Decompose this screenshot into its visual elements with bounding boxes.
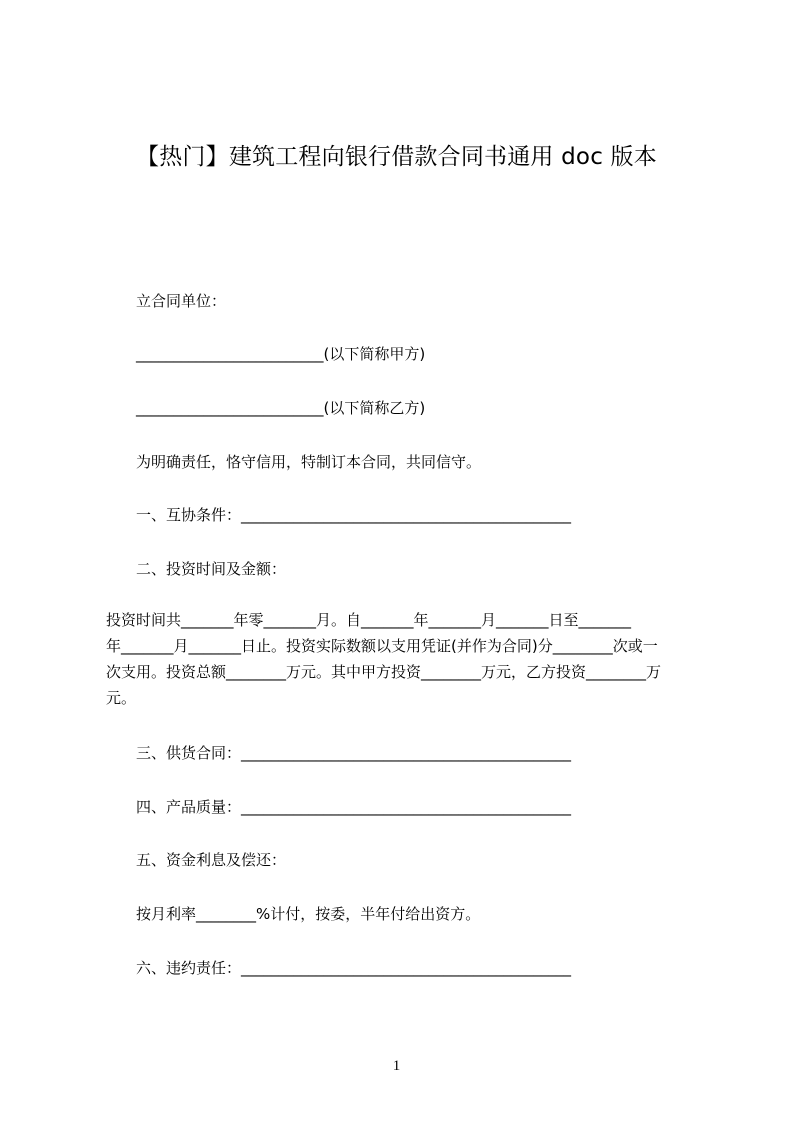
section-4-product-quality: 四、产品质量：____________________________________________ bbox=[136, 798, 572, 816]
party-a-line: _________________________(以下简称甲方) bbox=[136, 345, 426, 363]
section-1-cooperation-terms: 一、互协条件：____________________________________________ bbox=[136, 506, 572, 524]
investment-paragraph-line: 年_______月_______日止。投资实际数额以支用凭证(并作为合同)分________次或一 bbox=[106, 637, 658, 655]
party-b-line: _________________________(以下简称乙方) bbox=[136, 399, 426, 417]
document-title: 【热门】建筑工程向银行借款合同书通用 doc 版本 bbox=[136, 144, 657, 170]
section-3-supply-contract: 三、供货合同：____________________________________________ bbox=[136, 744, 572, 762]
section-2-heading: 二、投资时间及金额： bbox=[136, 560, 287, 578]
section-6-liability: 六、违约责任：____________________________________________ bbox=[136, 959, 572, 977]
investment-paragraph-line: 元。 bbox=[106, 689, 137, 707]
interest-rate-text: 按月利率________%计付，按委，半年付给出资方。 bbox=[136, 905, 481, 923]
preamble-text: 为明确责任，恪守信用，特制订本合同，共同信守。 bbox=[136, 453, 482, 471]
page-number: 1 bbox=[392, 1058, 401, 1074]
contract-parties-label: 立合同单位： bbox=[136, 292, 227, 310]
section-5-heading: 五、资金利息及偿还： bbox=[136, 851, 287, 869]
investment-paragraph-line: 次支用。投资总额________万元。其中甲方投资________万元，乙方投资________万 bbox=[106, 663, 662, 681]
investment-paragraph-line: 投资时间共_______年零_______月。自_______年_______月_______日至_______ bbox=[106, 611, 632, 629]
investment-paragraph bbox=[106, 607, 704, 711]
